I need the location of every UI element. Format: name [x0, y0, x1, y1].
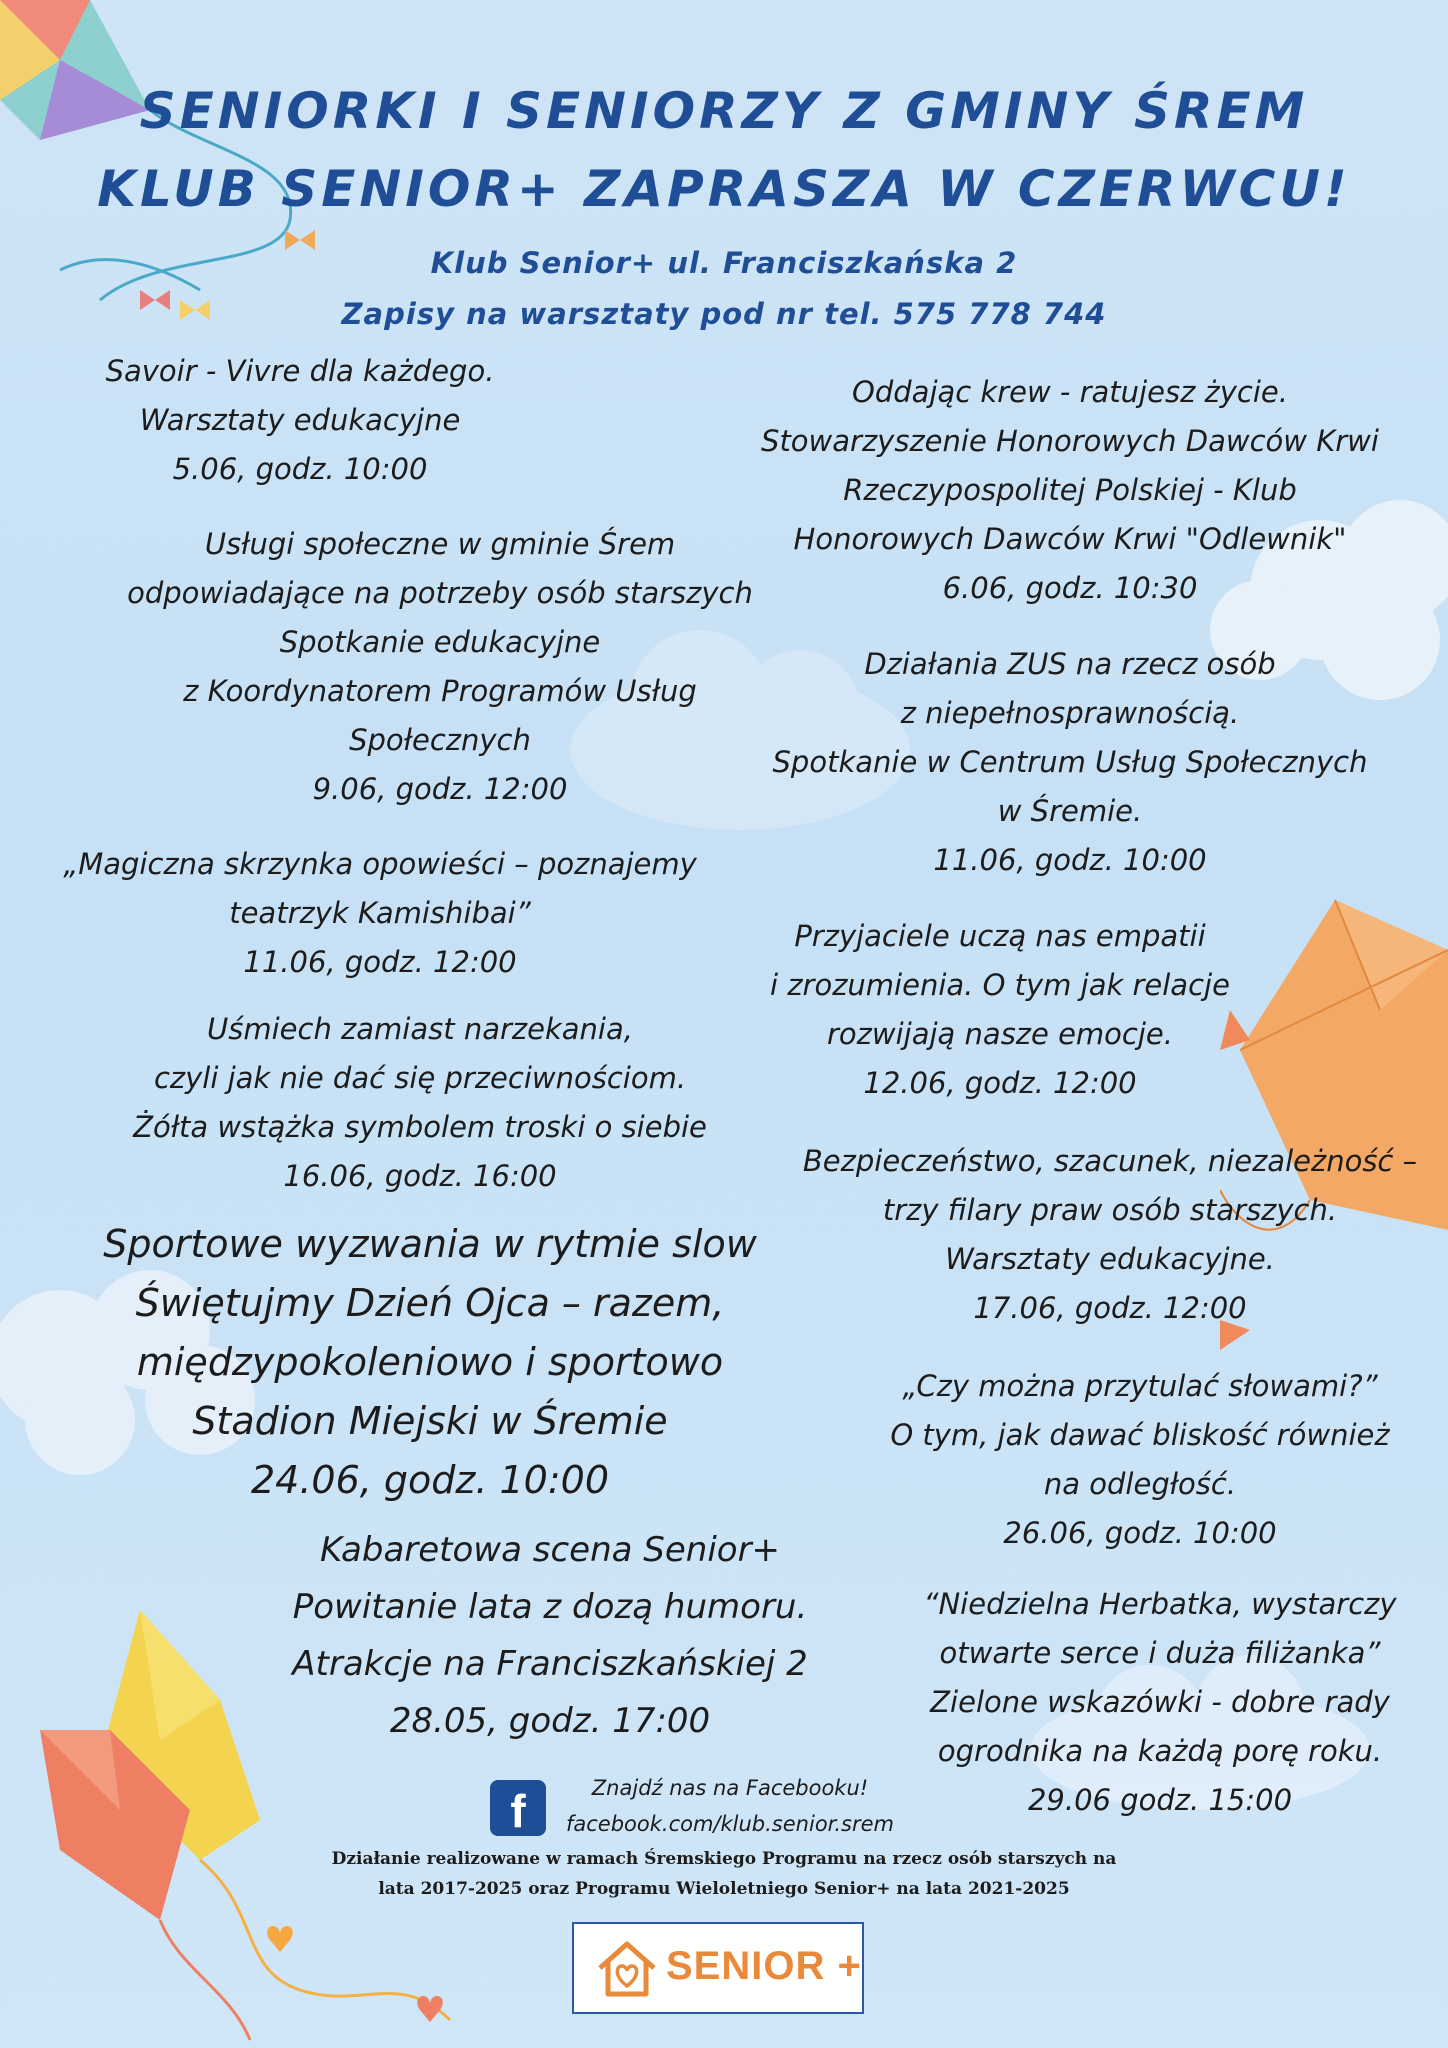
event-line: Honorowych Dawców Krwi "Odlewnik" — [793, 522, 1347, 556]
event-line: Stadion Miejski w Śremie — [192, 1399, 668, 1443]
event-date: 24.06, godz. 10:00 — [250, 1458, 610, 1502]
event-right-2 — [740, 640, 1400, 885]
facebook-icon[interactable]: f — [490, 1780, 546, 1836]
event-line: Warsztaty edukacyjne — [139, 403, 461, 437]
event-line: międzypokoleniowo i sportowo — [136, 1340, 724, 1384]
event-left-2 — [100, 520, 780, 814]
event-left-5 — [80, 1215, 780, 1510]
event-left-3 — [30, 840, 730, 987]
event-line: w Śremie. — [997, 794, 1143, 828]
event-line: Warsztaty edukacyjne. — [945, 1242, 1275, 1276]
page-title-line1: SENIORKI I SENIORZY Z GMINY ŚREM — [139, 82, 1309, 140]
event-line: Żółta wstążka symbolem troski o siebie — [133, 1110, 707, 1144]
event-date: 6.06, godz. 10:30 — [942, 571, 1198, 605]
event-line: Świętujmy Dzień Ojca – razem, — [135, 1281, 725, 1325]
event-line: Przyjaciele uczą nas empatii — [794, 919, 1206, 953]
event-line: czyli jak nie dać się przeciwnościom. — [153, 1061, 687, 1095]
event-line: rozwijają nasze emocje. — [827, 1017, 1173, 1051]
event-line: „Magiczna skrzynka opowieści – poznajemy — [63, 847, 697, 881]
event-date: 11.06, godz. 12:00 — [243, 945, 517, 979]
signup-phone: Zapisy na warsztaty pod nr tel. 575 778 744 — [341, 297, 1107, 331]
event-line: i zrozumienia. O tym jak relacje — [770, 968, 1230, 1002]
event-line: Spotkanie edukacyjne — [279, 625, 601, 659]
event-line: Oddając krew - ratujesz życie. — [852, 375, 1288, 409]
event-right-4 — [780, 1137, 1440, 1333]
event-line: Spotkanie w Centrum Usług Społecznych — [772, 745, 1368, 779]
event-date: 12.06, godz. 12:00 — [863, 1066, 1137, 1100]
event-right-5 — [860, 1362, 1420, 1558]
event-line: Społecznych — [349, 723, 531, 757]
event-right-6 — [880, 1580, 1440, 1825]
event-date: 9.06, godz. 12:00 — [312, 772, 568, 806]
event-line: Uśmiech zamiast narzekania, — [207, 1012, 633, 1046]
event-line: „Czy można przytulać słowami?” — [902, 1369, 1378, 1403]
event-line: otwarte serce i duża filiżanka” — [939, 1636, 1381, 1670]
house-heart-icon — [596, 1940, 658, 1998]
funding-note-line2: lata 2017-2025 oraz Programu Wieloletniego Senior+ na lata 2021-2025 — [378, 1879, 1070, 1899]
event-line: Rzeczypospolitej Polskiej - Klub — [843, 473, 1297, 507]
facebook-info — [560, 1770, 900, 1842]
event-line: Stowarzyszenie Honorowych Dawców Krwi — [761, 424, 1379, 458]
event-line: Atrakcje na Franciszkańskiej 2 — [292, 1644, 808, 1684]
event-line: z niepełnosprawnością. — [900, 696, 1240, 730]
event-line: Bezpieczeństwo, szacunek, niezależność – — [802, 1144, 1418, 1178]
event-line: “Niedzielna Herbatka, wystarczy — [923, 1587, 1397, 1621]
event-line: Kabaretowa scena Senior+ — [319, 1530, 781, 1570]
event-line: Savoir - Vivre dla każdego. — [105, 354, 495, 388]
funding-note — [0, 1844, 1448, 1904]
event-date: 29.06 godz. 15:00 — [1027, 1783, 1293, 1817]
event-left-6 — [240, 1522, 860, 1750]
event-line: na odległość. — [1043, 1467, 1237, 1501]
event-line: Działania ZUS na rzecz osób — [864, 647, 1276, 681]
event-line: Powitanie lata z dozą humoru. — [292, 1587, 808, 1627]
event-line: O tym, jak dawać bliskość również — [890, 1418, 1390, 1452]
event-date: 26.06, godz. 10:00 — [1003, 1516, 1277, 1550]
facebook-link[interactable]: facebook.com/klub.senior.srem — [565, 1812, 894, 1836]
senior-plus-logo — [572, 1922, 864, 2014]
event-date: 16.06, godz. 16:00 — [283, 1159, 557, 1193]
event-date: 28.05, godz. 17:00 — [389, 1701, 711, 1741]
club-address: Klub Senior+ ul. Franciszkańska 2 — [430, 246, 1018, 280]
event-left-4 — [70, 1005, 770, 1201]
page-title-line2: KLUB SENIOR+ ZAPRASZA W CZERWCU! — [97, 160, 1351, 218]
event-line: ogrodnika na każdą porę roku. — [937, 1734, 1383, 1768]
event-line: Usługi społeczne w gminie Śrem — [204, 527, 676, 561]
event-line: odpowiadające na potrzeby osób starszych — [127, 576, 753, 610]
event-right-1 — [710, 368, 1430, 613]
event-date: 11.06, godz. 10:00 — [933, 843, 1207, 877]
event-line: Zielone wskazówki - dobre rady — [930, 1685, 1390, 1719]
event-right-3 — [730, 912, 1270, 1108]
event-left-1 — [80, 347, 520, 494]
event-date: 17.06, godz. 12:00 — [973, 1291, 1247, 1325]
event-date: 5.06, godz. 10:00 — [172, 452, 428, 486]
funding-note-line1: Działanie realizowane w ramach Śremskiego Programu na rzecz osób starszych na — [331, 1849, 1117, 1869]
event-line: Sportowe wyzwania w rytmie slow — [103, 1222, 757, 1266]
event-line: z Koordynatorem Programów Usług — [183, 674, 697, 708]
event-line: trzy filary praw osób starszych. — [882, 1193, 1338, 1227]
event-line: teatrzyk Kamishibai” — [229, 896, 531, 930]
facebook-line1: Znajdź nas na Facebooku! — [591, 1776, 869, 1800]
logo-text: SENIOR + — [666, 1944, 862, 1988]
